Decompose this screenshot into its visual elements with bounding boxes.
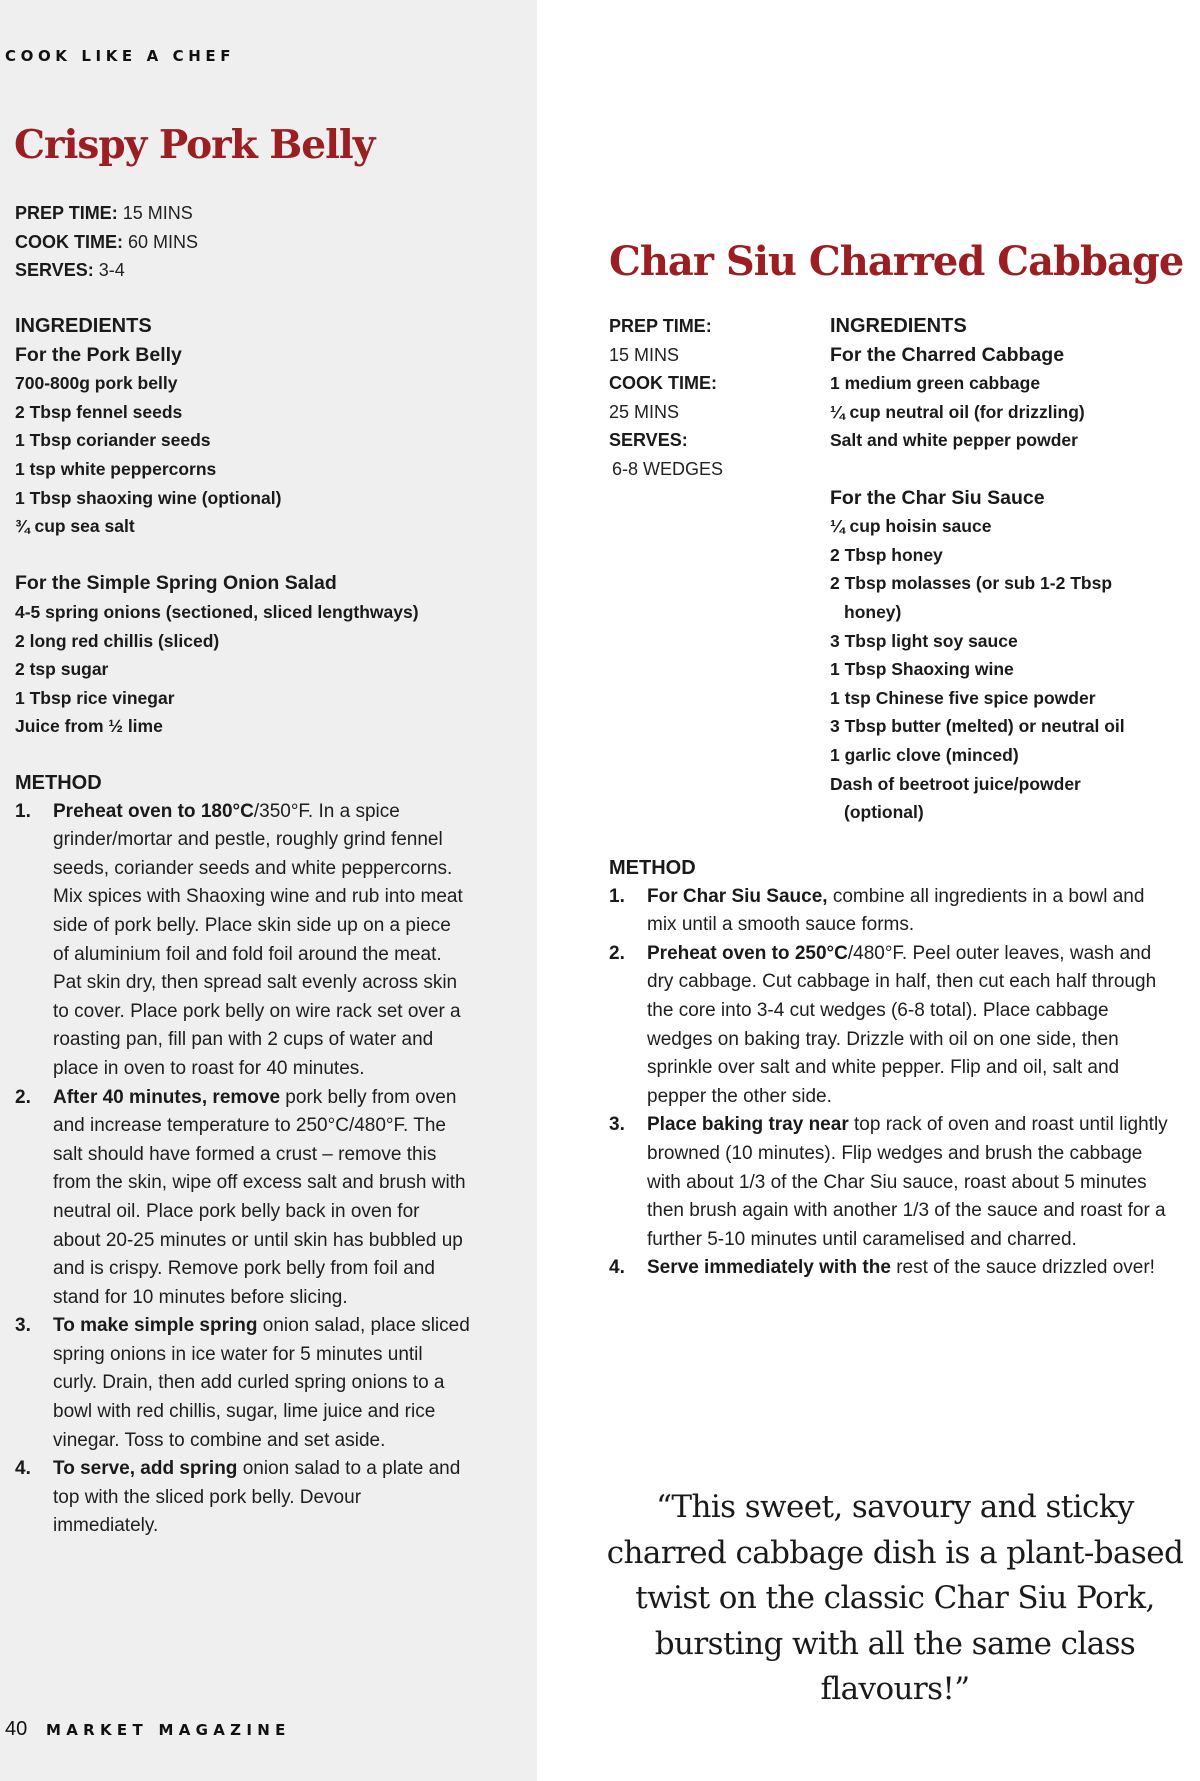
ingredient-item: Salt and white pepper powder (830, 430, 1078, 451)
method-step: 2. After 40 minutes, remove pork belly from oven and increase temperature to 250°C/480°F. The salt should have formed a crust – remove this from the skin, wipe off excess salt and brush with neutral oil. Place pork belly back in oven for about 20-25 minutes or until skin has bubbled up and is crispy. Remove pork belly from foil and stand for 10 minutes before slicing. (15, 1084, 470, 1313)
recipe-title-pork-belly: Crispy Pork Belly (14, 122, 375, 168)
ingredient-item: 1 garlic clove (minced) (830, 744, 1019, 765)
pork-belly-meta (15, 199, 198, 285)
method-step: 3. Place baking tray near top rack of oven and roast until lightly browned (10 minutes). Flip wedges and brush the cabbage with about 1/3 of the Char Siu sauce, roast about 5 minutes then brush again with another 1/3 of the sauce and roast for a further 5-10 minutes until caramelised and charred. (609, 1111, 1179, 1254)
page-number: 40 (5, 1718, 28, 1740)
step-number: 2. (609, 942, 625, 964)
ingredient-item: 1 Tbsp coriander seeds (15, 430, 211, 451)
page-footer (5, 1718, 291, 1741)
ingredient-item: Juice from ½ lime (15, 716, 163, 737)
ingredient-item: 700-800g pork belly (15, 373, 178, 394)
ingredient-item: 2 tsp sugar (15, 659, 109, 680)
meta-serves-label: SERVES: (609, 430, 688, 451)
meta-serves-value: 6-8 WEDGES (612, 458, 724, 479)
step-number: 4. (15, 1458, 31, 1480)
method-heading: METHOD (609, 857, 696, 879)
meta-serves: SERVES: 3-4 (15, 260, 125, 281)
method-step: 3. To make simple spring onion salad, place sliced spring onions in ice water for 5 minutes until curly. Drain, then add curled spring onions to a bowl with red chillis, sugar, lime juice and rice vinegar. Toss to combine and set aside. (15, 1312, 470, 1455)
ingredient-item: 2 Tbsp honey (830, 544, 943, 565)
ingredient-group-title: For the Char Siu Sauce (830, 486, 1045, 509)
ingredient-item: 1 tsp Chinese five spice powder (830, 687, 1096, 708)
ingredient-group-title: For the Charred Cabbage (830, 343, 1065, 366)
recipe-title-char-siu-cabbage: Char Siu Charred Cabbage (609, 238, 1184, 285)
ingredient-group-title: For the Simple Spring Onion Salad (15, 572, 337, 595)
method-step: 1. Preheat oven to 180°C/350°F. In a spice grinder/mortar and pestle, roughly grind fennel seeds, coriander seeds and white peppercorns. Mix spices with Shaoxing wine and rub into meat side of pork belly. Place skin side up on a piece of aluminium foil and fold foil around the meat. Pat skin dry, then spread salt evenly across skin to cover. Place pork belly on wire rack set over a roasting pan, fill pan with 2 cups of water and place in oven to roast for 40 minutes. (15, 798, 470, 1084)
step-number: 1. (15, 800, 31, 822)
ingredient-item: ¼ cup hoisin sauce (830, 516, 992, 537)
ingredient-item: 1 Tbsp shaoxing wine (optional) (15, 487, 282, 508)
method-step: 4. Serve immediately with the rest of the sauce drizzled over! (609, 1254, 1179, 1283)
ingredient-item: 1 medium green cabbage (830, 373, 1041, 394)
pork-belly-ingredients (15, 312, 419, 741)
cabbage-ingredients (830, 312, 1200, 827)
ingredient-group-title: For the Pork Belly (15, 343, 182, 366)
meta-cook-time-value: 25 MINS (609, 401, 680, 422)
ingredient-item: ¾ cup sea salt (15, 516, 135, 537)
ingredient-item: 3 Tbsp light soy sauce (830, 630, 1018, 651)
cabbage-method (609, 854, 1179, 1283)
method-step: 1. For Char Siu Sauce, combine all ingredients in a bowl and mix until a smooth sauce forms. (609, 883, 1179, 940)
pork-belly-method (15, 769, 470, 1541)
meta-prep-time-value: 15 MINS (609, 344, 680, 365)
ingredient-item: Dash of beetroot juice/powder (830, 773, 1081, 794)
ingredient-item: 1 Tbsp rice vinegar (15, 687, 175, 708)
cabbage-meta (609, 312, 809, 484)
ingredient-item: 2 long red chillis (sliced) (15, 630, 220, 651)
meta-cook-time-label: COOK TIME: (609, 373, 717, 394)
ingredient-item-continued: honey) (844, 601, 902, 622)
step-number: 3. (15, 1315, 31, 1337)
ingredient-item: 2 Tbsp molasses (or sub 1-2 Tbsp (830, 573, 1113, 594)
method-step: 2. Preheat oven to 250°C/480°F. Peel outer leaves, wash and dry cabbage. Cut cabbage in half, then cut each half through the core into 3-4 cut wedges (6-8 total). Place cabbage wedges on baking tray. Drizzle with oil on one side, then sprinkle over salt and white pepper. Flip and oil, salt and pepper the other side. (609, 940, 1179, 1112)
step-number: 1. (609, 885, 625, 907)
ingredient-item: 1 tsp white peppercorns (15, 458, 217, 479)
meta-prep-time: PREP TIME: 15 MINS (15, 203, 193, 223)
ingredient-item: ¼ cup neutral oil (for drizzling) (830, 401, 1085, 422)
ingredient-item: 3 Tbsp butter (melted) or neutral oil (830, 716, 1125, 737)
section-kicker: COOK LIKE A CHEF (5, 47, 236, 65)
step-number: 2. (15, 1086, 31, 1108)
ingredient-item-continued: (optional) (844, 802, 924, 823)
step-number: 3. (609, 1114, 625, 1136)
meta-cook-time: COOK TIME: 60 MINS (15, 231, 199, 252)
ingredient-item: 2 Tbsp fennel seeds (15, 401, 183, 422)
publication-name: MARKET MAGAZINE (46, 1721, 291, 1739)
ingredient-item: 1 Tbsp Shaoxing wine (830, 659, 1014, 680)
pull-quote: “This sweet, savoury and sticky charred cabbage dish is a plant-based twist on the classic Char Siu Pork, bursting with all the same class flavours!” (606, 1489, 1184, 1707)
step-number: 4. (609, 1257, 625, 1279)
ingredient-item: 4-5 spring onions (sectioned, sliced lengthways) (15, 601, 419, 622)
meta-prep-time-label: PREP TIME: (609, 316, 712, 336)
method-step: 4. To serve, add spring onion salad to a plate and top with the sliced pork belly. Devour immediately. (15, 1455, 470, 1541)
method-heading: METHOD (15, 772, 102, 794)
ingredients-heading: INGREDIENTS (15, 315, 152, 337)
ingredients-heading: INGREDIENTS (830, 315, 967, 337)
